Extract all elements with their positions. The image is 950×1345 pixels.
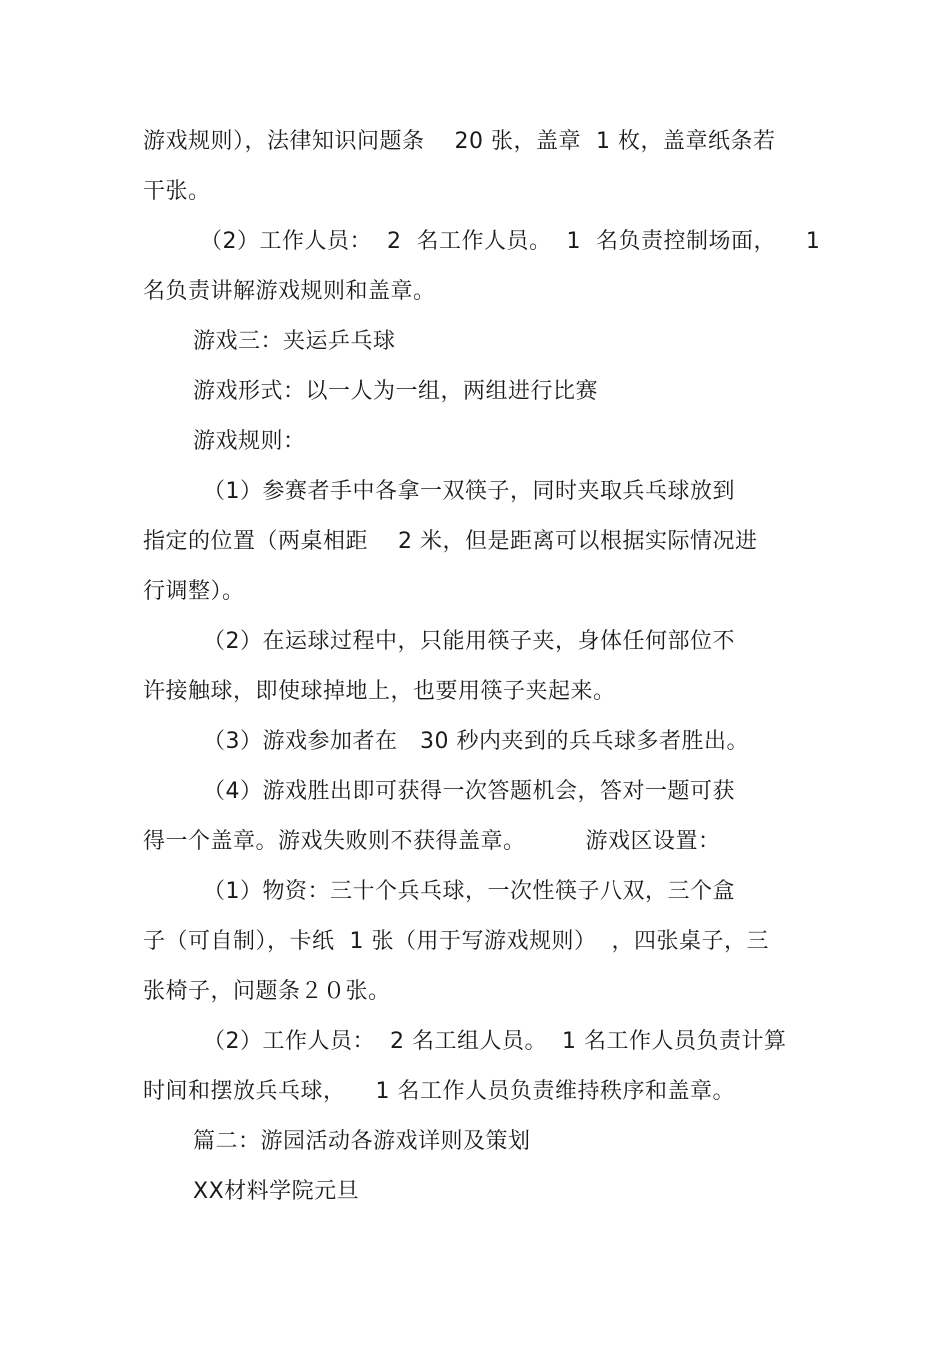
text-line: 许接触球，即使球掉地上，也要用筷子夹起来。 <box>143 679 616 704</box>
text-line: （3）游戏参加者在 30 秒内夹到的兵乓球多者胜出。 <box>203 729 749 754</box>
text-line: （2）工作人员： 2 名工组人员。 1 名工作人员负责计算 <box>203 1029 787 1054</box>
text-line: XX材料学院元旦 <box>193 1179 360 1204</box>
section-heading: 游戏三：夹运乒乓球 <box>193 329 396 354</box>
text-line: （1）参赛者手中各拿一双筷子，同时夹取兵乓球放到 <box>203 479 735 504</box>
text-line: 子（可自制），卡纸 1 张（用于写游戏规则） ，四张桌子，三 <box>143 929 769 954</box>
text-line: （4）游戏胜出即可获得一次答题机会，答对一题可获 <box>203 779 735 804</box>
text-line: （2）在运球过程中，只能用筷子夹，身体任何部位不 <box>203 629 735 654</box>
text-line: 指定的位置（两桌相距 2 米，但是距离可以根据实际情况进 <box>143 529 758 554</box>
text-line: （2）工作人员： 2 名工作人员。 1 名负责控制场面， 1 <box>200 229 821 254</box>
text-line: 名负责讲解游戏规则和盖章。 <box>143 279 436 304</box>
text-line: 得一个盖章。游戏失败则不获得盖章。 游戏区设置： <box>143 829 721 854</box>
text-line: 张椅子，问题条２０张。 <box>143 979 391 1004</box>
text-line: 游戏规则），法律知识问题条 20 张，盖章 1 枚，盖章纸条若 <box>143 129 776 154</box>
text-line: 游戏规则： <box>193 429 306 454</box>
text-line: 游戏形式：以一人为一组，两组进行比赛 <box>193 379 599 404</box>
text-line: 干张。 <box>143 179 211 204</box>
text-line: 时间和摆放兵乓球， 1 名工作人员负责维持秩序和盖章。 <box>143 1079 735 1104</box>
text-line: （1）物资：三十个兵乓球，一次性筷子八双，三个盒 <box>203 879 735 904</box>
section-heading: 篇二：游园活动各游戏详则及策划 <box>193 1129 531 1154</box>
text-line: 行调整）。 <box>143 579 245 604</box>
